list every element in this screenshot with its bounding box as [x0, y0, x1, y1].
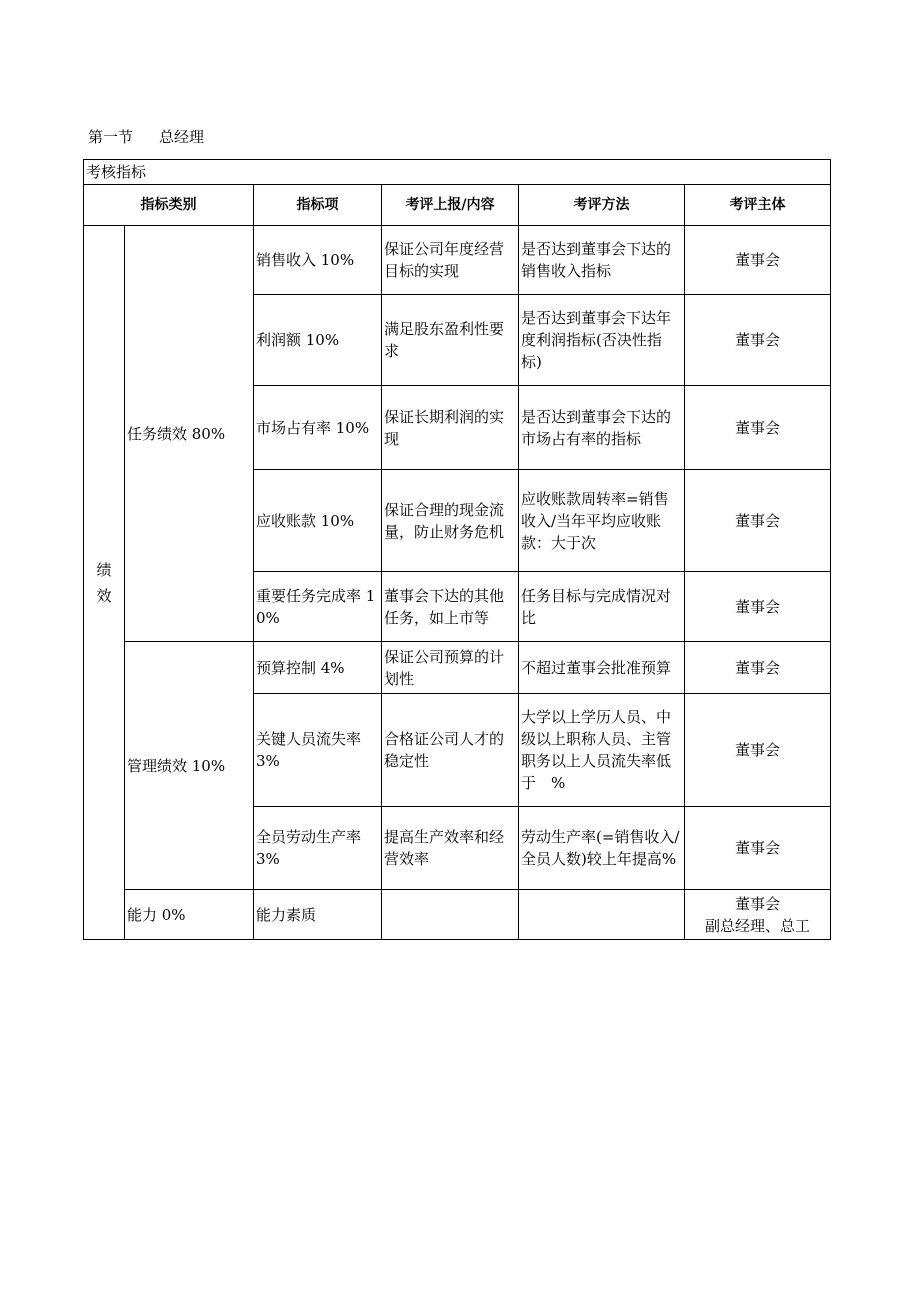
subject-cell: 董事会 [685, 807, 831, 890]
header-category: 指标类别 [84, 185, 254, 226]
item-cell: 销售收入 10% [254, 226, 382, 295]
content-cell: 合格证公司人才的稳定性 [382, 694, 519, 807]
method-cell: 是否达到董事会下达的销售收入指标 [519, 226, 685, 295]
section-heading [88, 126, 204, 147]
table-caption: 考核指标 [84, 160, 831, 185]
section-title: 总经理 [159, 128, 205, 146]
method-cell [519, 890, 685, 940]
item-cell: 利润额 10% [254, 295, 382, 386]
item-cell: 应收账款 10% [254, 470, 382, 572]
subject-cell: 董事会 [685, 642, 831, 694]
method-cell: 不超过董事会批准预算 [519, 642, 685, 694]
subject-line: 副总经理、总工 [705, 916, 811, 935]
content-cell: 董事会下达的其他任务，如上市等 [382, 572, 519, 642]
header-subject: 考评主体 [685, 185, 831, 226]
content-cell: 保证公司预算的计划性 [382, 642, 519, 694]
subject-line: 董事会 [735, 894, 781, 913]
table-header-row [84, 185, 831, 226]
table-caption-row [84, 160, 831, 185]
content-cell: 提高生产效率和经营效率 [382, 807, 519, 890]
header-method: 考评方法 [519, 185, 685, 226]
main-category-char: 绩 [96, 560, 112, 579]
method-cell: 应收账款周转率=销售收入/当年平均应收账款：大于次 [519, 470, 685, 572]
content-cell: 满足股东盈利性要求 [382, 295, 519, 386]
content-cell: 保证长期利润的实现 [382, 386, 519, 470]
item-cell: 预算控制 4% [254, 642, 382, 694]
main-category-cell [84, 226, 125, 940]
subject-cell: 董事会 [685, 386, 831, 470]
method-cell: 大学以上学历人员、中级以上职称人员、主管职务以上人员流失率低于 % [519, 694, 685, 807]
method-cell: 任务目标与完成情况对比 [519, 572, 685, 642]
table-row [84, 890, 831, 940]
item-cell: 市场占有率 10% [254, 386, 382, 470]
group-task: 任务绩效 80% [125, 226, 254, 642]
assessment-table [83, 159, 831, 940]
subject-cell [685, 890, 831, 940]
item-cell: 能力素质 [254, 890, 382, 940]
subject-cell: 董事会 [685, 470, 831, 572]
header-item: 指标项 [254, 185, 382, 226]
table-row [84, 642, 831, 694]
item-cell: 全员劳动生产率 3% [254, 807, 382, 890]
subject-cell: 董事会 [685, 572, 831, 642]
method-cell: 是否达到董事会下达年度利润指标(否决性指标) [519, 295, 685, 386]
header-content: 考评上报/内容 [382, 185, 519, 226]
subject-cell: 董事会 [685, 226, 831, 295]
item-cell: 重要任务完成率 10% [254, 572, 382, 642]
method-cell: 是否达到董事会下达的市场占有率的指标 [519, 386, 685, 470]
group-ability: 能力 0% [125, 890, 254, 940]
method-cell: 劳动生产率(=销售收入/全员人数)较上年提高% [519, 807, 685, 890]
subject-cell: 董事会 [685, 295, 831, 386]
table-row [84, 226, 831, 295]
content-cell [382, 890, 519, 940]
group-management: 管理绩效 10% [125, 642, 254, 890]
main-category-char: 效 [96, 586, 112, 605]
item-cell: 关键人员流失率 3% [254, 694, 382, 807]
section-number: 第一节 [88, 128, 134, 146]
content-cell: 保证公司年度经营目标的实现 [382, 226, 519, 295]
subject-cell: 董事会 [685, 694, 831, 807]
content-cell: 保证合理的现金流量，防止财务危机 [382, 470, 519, 572]
